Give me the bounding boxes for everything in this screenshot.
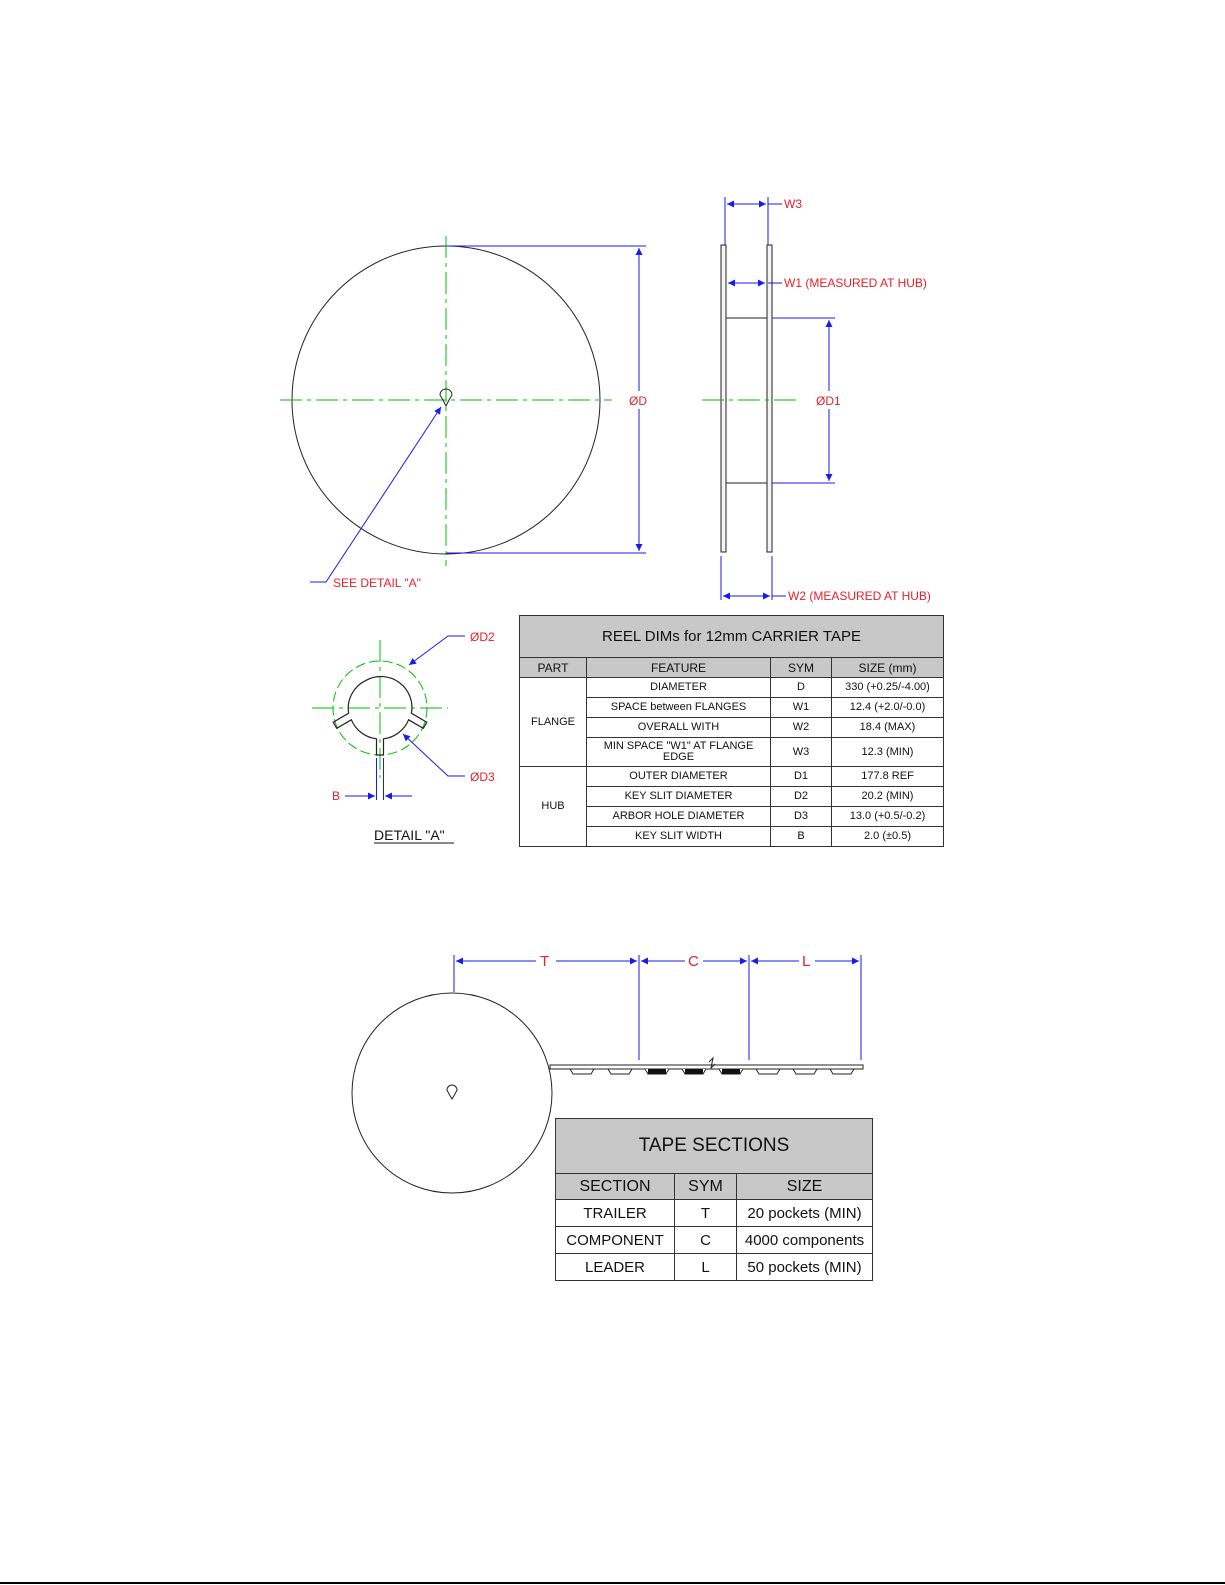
sym-cell: D [771, 678, 832, 698]
size-cell: 13.0 (+0.5/-0.2) [832, 807, 944, 827]
detail-a-title: DETAIL "A" [374, 827, 445, 843]
reel-side-view [702, 197, 931, 603]
section-cell: COMPONENT [556, 1227, 675, 1254]
see-detail-label: SEE DETAIL "A" [333, 576, 421, 590]
reel-front-view [280, 236, 650, 590]
feature-cell: MIN SPACE "W1" AT FLANGE EDGE [587, 738, 771, 767]
detail-a-leader [310, 407, 441, 582]
feature-cell: KEY SLIT WIDTH [587, 827, 771, 847]
feature-cell: ARBOR HOLE DIAMETER [587, 807, 771, 827]
feature-cell: OUTER DIAMETER [587, 767, 771, 787]
feature-cell: SPACE between FLANGES [587, 698, 771, 718]
d2-label: ØD2 [470, 630, 495, 644]
sym-cell: W3 [771, 738, 832, 767]
table-row [520, 678, 944, 698]
size-cell: 4000 components [737, 1227, 873, 1254]
tape-table-header-sym: SYM [675, 1174, 737, 1200]
sym-cell: B [771, 827, 832, 847]
size-cell: 20 pockets (MIN) [737, 1200, 873, 1227]
small-hub-keyhole-icon [447, 1085, 457, 1099]
sym-cell: D1 [771, 767, 832, 787]
left-flange [721, 245, 726, 552]
part-cell-hub: HUB [520, 767, 587, 847]
page-bottom-rule [0, 1582, 1225, 1584]
sym-cell: W1 [771, 698, 832, 718]
size-cell: 50 pockets (MIN) [737, 1254, 873, 1281]
reel-table-header-feature: FEATURE [587, 658, 771, 678]
reel-dimensions-table [519, 615, 944, 847]
reel-table-title: REEL DIMs for 12mm CARRIER TAPE [520, 616, 944, 658]
b-label: B [332, 789, 341, 803]
d1-label: ØD1 [816, 394, 841, 408]
w2-label: W2 (MEASURED AT HUB) [788, 589, 931, 603]
table-row [520, 767, 944, 787]
sym-cell: T [675, 1200, 737, 1227]
detail-a-view [312, 630, 495, 843]
w1-label: W1 (MEASURED AT HUB) [784, 276, 927, 290]
l-label: L [802, 953, 811, 970]
d-label: ØD [629, 394, 647, 408]
size-cell: 18.4 (MAX) [832, 718, 944, 738]
reel-table-header-sym: SYM [771, 658, 832, 678]
reel-table-header-size: SIZE (mm) [832, 658, 944, 678]
table-row [556, 1254, 873, 1281]
size-cell: 20.2 (MIN) [832, 787, 944, 807]
feature-cell: DIAMETER [587, 678, 771, 698]
sym-cell: D2 [771, 787, 832, 807]
reel-table-header-part: PART [520, 658, 587, 678]
size-cell: 330 (+0.25/-4.00) [832, 678, 944, 698]
tape-table-header-section: SECTION [556, 1174, 675, 1200]
section-cell: TRAILER [556, 1200, 675, 1227]
part-cell-flange: FLANGE [520, 678, 587, 767]
table-row [556, 1200, 873, 1227]
tape-table-title: TAPE SECTIONS [556, 1119, 873, 1174]
size-cell: 2.0 (±0.5) [832, 827, 944, 847]
table-row [556, 1227, 873, 1254]
d3-label: ØD3 [470, 770, 495, 784]
t-label: T [540, 953, 550, 970]
size-cell: 12.4 (+2.0/-0.0) [832, 698, 944, 718]
reel-outline-small [352, 993, 552, 1193]
size-cell: 177.8 REF [832, 767, 944, 787]
d3-leader [403, 734, 465, 776]
right-flange [767, 245, 772, 552]
tape-table-header-size: SIZE [737, 1174, 873, 1200]
carrier-tape-strip [550, 1065, 863, 1069]
c-label: C [688, 953, 699, 970]
w3-label: W3 [784, 197, 802, 211]
tape-pockets [570, 1069, 854, 1074]
sym-cell: C [675, 1227, 737, 1254]
d2-leader [409, 636, 465, 665]
feature-cell: KEY SLIT DIAMETER [587, 787, 771, 807]
section-cell: LEADER [556, 1254, 675, 1281]
sym-cell: W2 [771, 718, 832, 738]
feature-cell: OVERALL WITH [587, 718, 771, 738]
sym-cell: L [675, 1254, 737, 1281]
size-cell: 12.3 (MIN) [832, 738, 944, 767]
sym-cell: D3 [771, 807, 832, 827]
tape-sections-table [555, 1118, 873, 1281]
